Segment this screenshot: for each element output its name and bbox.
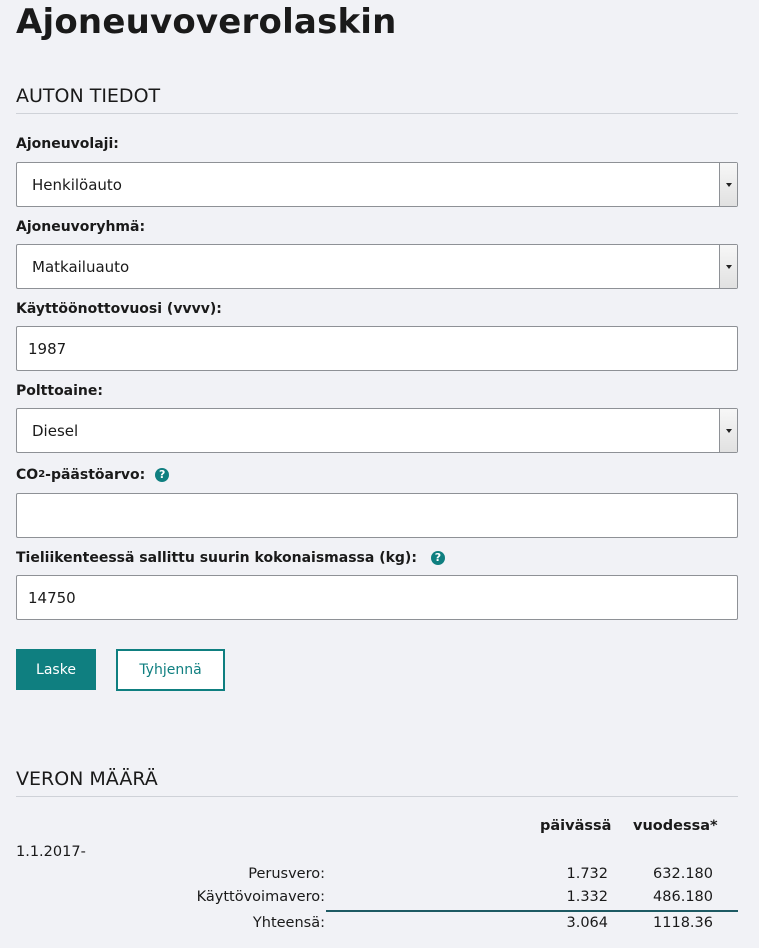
vehicle-type-value: Henkilöauto [32, 175, 122, 194]
chevron-down-icon[interactable] [719, 163, 737, 206]
vehicle-section-heading: AUTON TIEDOT [16, 85, 161, 107]
registration-year-label: Käyttöönottovuosi (vvvv): [16, 301, 222, 317]
section-divider [16, 113, 738, 114]
vehicle-group-select[interactable] [16, 244, 738, 289]
vehicle-group-value: Matkailuauto [32, 257, 130, 276]
tax-period: 1.1.2017- [16, 844, 86, 860]
total-tax-label: Yhteensä: [252, 915, 325, 931]
fuel-tax-label: Käyttövoimavero: [196, 889, 325, 905]
tax-section-heading: VERON MÄÄRÄ [16, 768, 158, 790]
total-tax-per-year: 1118.36 [653, 915, 713, 931]
fuel-value: Diesel [32, 421, 79, 440]
fuel-label: Polttoaine: [16, 383, 103, 399]
max-mass-input[interactable] [16, 575, 738, 620]
co2-label [16, 467, 169, 483]
page-title: Ajoneuvoverolaskin [16, 2, 397, 42]
co2-label-sup: 2 [38, 468, 46, 480]
total-tax-per-day: 3.064 [566, 915, 608, 931]
fuel-tax-per-year: 486.180 [653, 889, 713, 905]
fuel-select[interactable] [16, 408, 738, 453]
fuel-tax-per-day: 1.332 [566, 889, 608, 905]
chevron-down-icon[interactable] [719, 409, 737, 452]
section-divider [16, 796, 738, 797]
total-divider [326, 910, 738, 912]
clear-button[interactable]: Tyhjennä [116, 649, 225, 691]
max-mass-label [16, 550, 445, 566]
basic-tax-per-day: 1.732 [566, 866, 608, 882]
registration-year-input[interactable] [16, 326, 738, 371]
calculate-button[interactable]: Laske [16, 649, 96, 690]
per-year-column-header: vuodessa* [633, 818, 718, 834]
chevron-down-icon[interactable] [719, 245, 737, 288]
co2-input[interactable] [16, 493, 738, 538]
co2-label-suffix: -päästöarvo: [45, 467, 146, 483]
question-circle-icon[interactable]: ? [431, 551, 445, 565]
vehicle-group-label: Ajoneuvoryhmä: [16, 219, 146, 235]
max-mass-label-text: Tieliikenteessä sallittu suurin kokonaismassa (kg): [16, 550, 417, 566]
vehicle-type-label: Ajoneuvolaji: [16, 136, 119, 152]
basic-tax-label: Perusvero: [248, 866, 325, 882]
co2-label-prefix: CO [16, 467, 39, 483]
vehicle-type-select[interactable] [16, 162, 738, 207]
per-day-column-header: päivässä [540, 818, 612, 834]
basic-tax-per-year: 632.180 [653, 866, 713, 882]
question-circle-icon[interactable]: ? [155, 468, 169, 482]
